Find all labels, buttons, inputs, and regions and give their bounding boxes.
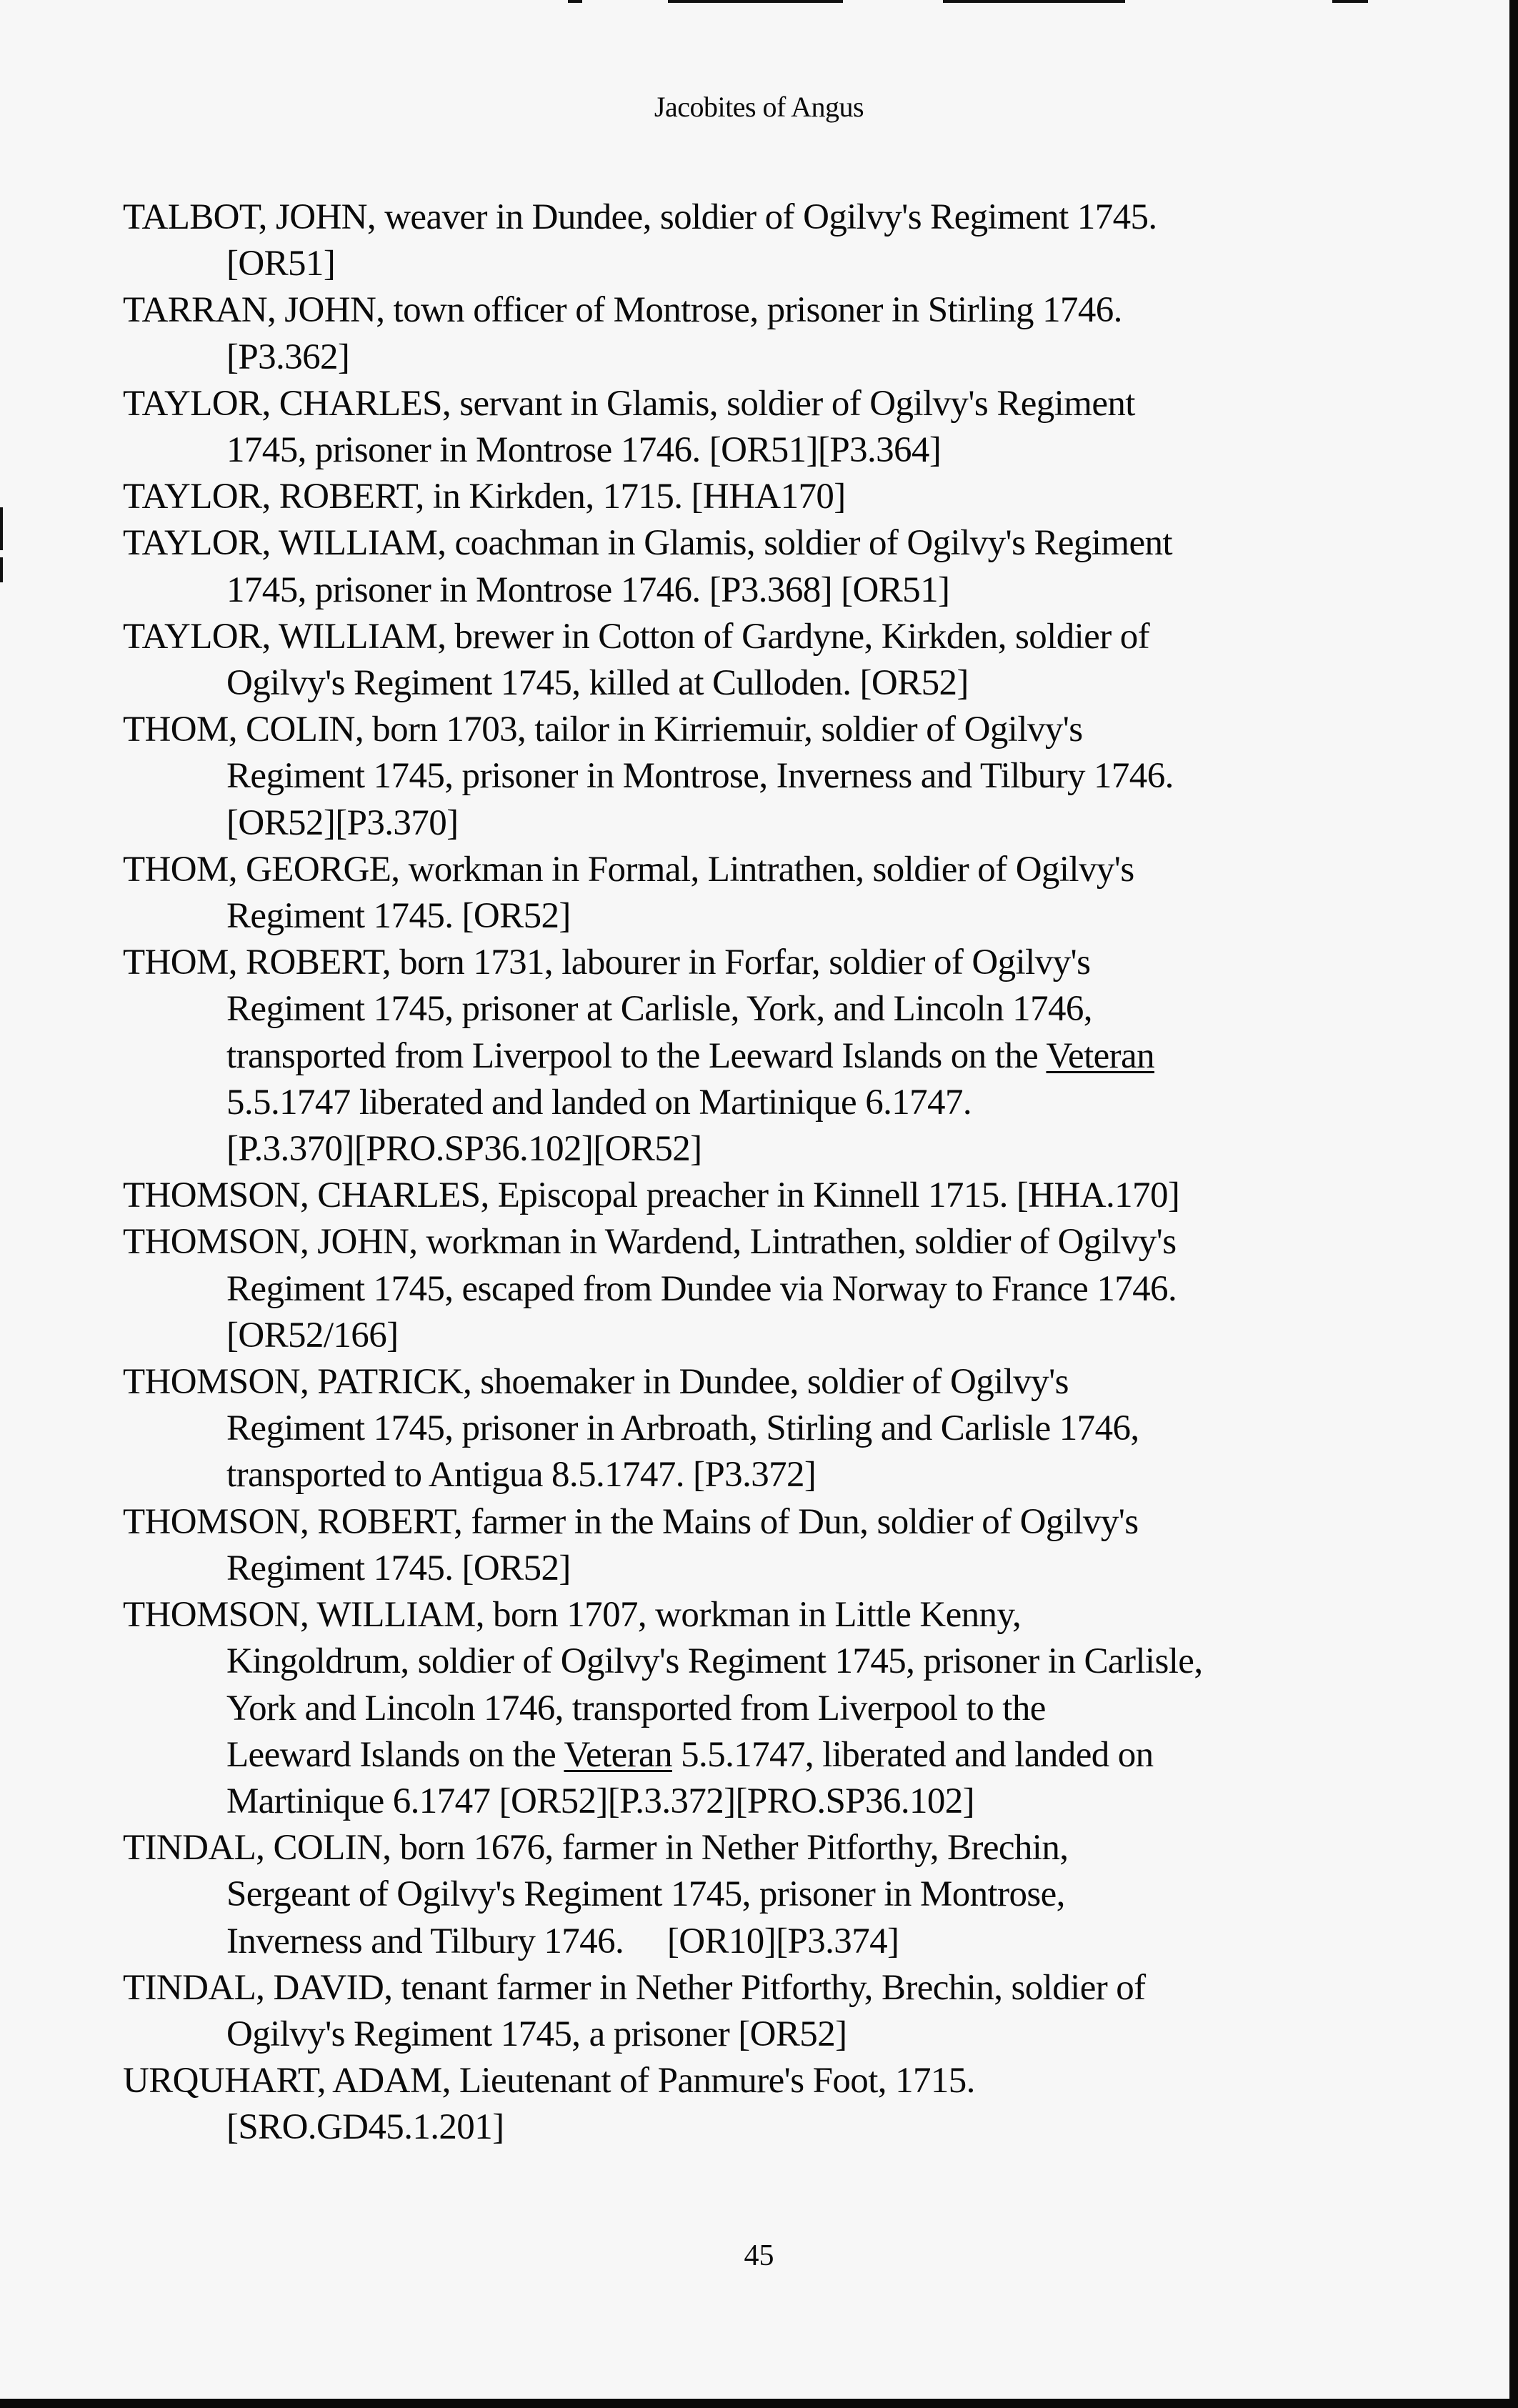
entry-line: Ogilvy's Regiment 1745, a prisoner [OR52] [226,2014,847,2054]
entry-text: transported from Liverpool to the Leeward Islands on the [226,1035,1047,1076]
entry-line: 1745, prisoner in Montrose 1746. [OR51][P3.364] [226,430,942,471]
page-number: 45 [744,2239,774,2272]
scan-border-right [1509,0,1518,2408]
entry [123,194,1466,287]
entry-list [123,194,1466,2151]
ship-name: Veteran [1046,1035,1154,1076]
entry [123,520,1466,613]
entry-line: THOMSON, JOHN, workman in Wardend, Lintrathen, soldier of Ogilvy's [123,1222,1177,1263]
entry-line: THOMSON, ROBERT, farmer in the Mains of Dun, soldier of Ogilvy's [123,1501,1139,1542]
entry-line: [OR52][P3.370] [226,802,459,843]
entry-line: York and Lincoln 1746, transported from Liverpool to the [226,1688,1046,1728]
entry-line: [P3.362] [226,337,350,377]
entry [123,1499,1466,1592]
entry [123,1825,1466,1965]
scan-edge-marks [0,0,1518,4]
entry-line: TINDAL, DAVID, tenant farmer in Nether Pitforthy, Brechin, soldier of [123,1967,1146,2008]
entry-line: Kingoldrum, soldier of Ogilvy's Regiment 1745, prisoner in Carlisle, [226,1641,1203,1682]
entry [123,940,1466,1173]
entry-line [226,1732,1466,1778]
entry-line: TAYLOR, CHARLES, servant in Glamis, soldier of Ogilvy's Regiment [123,383,1135,424]
entry-line: [P.3.370][PRO.SP36.102][OR52] [226,1129,702,1170]
entry-line: Inverness and Tilbury 1746. [OR10][P3.374] [226,1921,899,1961]
entry-line: THOM, GEORGE, workman in Formal, Lintrathen, soldier of Ogilvy's [123,849,1134,890]
entry-line: TAYLOR, ROBERT, in Kirkden, 1715. [HHA170] [123,477,846,517]
entry [123,381,1466,474]
entry-line: TAYLOR, WILLIAM, brewer in Cotton of Gardyne, Kirkden, soldier of [123,616,1150,657]
entry-line: 1745, prisoner in Montrose 1746. [P3.368] [OR51] [226,569,950,610]
entry-line: Regiment 1745, prisoner in Arbroath, Stirling and Carlisle 1746, [226,1408,1139,1449]
entry [123,847,1466,940]
entry-line: [SRO.GD45.1.201] [226,2107,504,2148]
entry-line: THOMSON, CHARLES, Episcopal preacher in Kinnell 1715. [HHA.170] [123,1175,1180,1216]
entry-line: Regiment 1745, prisoner in Montrose, Inverness and Tilbury 1746. [226,756,1174,797]
entry-line: THOM, ROBERT, born 1731, labourer in Forfar, soldier of Ogilvy's [123,942,1091,983]
entry-line: Martinique 6.1747 [OR52][P.3.372][PRO.SP36.102] [226,1781,975,1821]
entry-line: [OR51] [226,244,336,284]
entry [123,1219,1466,1359]
entry [123,2058,1466,2151]
entry [123,1965,1466,2058]
entry-line: TARRAN, JOHN, town officer of Montrose, prisoner in Stirling 1746. [123,290,1122,331]
entry-line: Sergeant of Ogilvy's Regiment 1745, prisoner in Montrose, [226,1874,1065,1915]
entry [123,1592,1466,1825]
entry [123,474,1466,520]
scan-edge-mark-left [0,507,3,550]
entry-line: TAYLOR, WILLIAM, coachman in Glamis, soldier of Ogilvy's Regiment [123,523,1172,564]
entry-text: Leeward Islands on the [226,1734,564,1775]
entry-line: TALBOT, JOHN, weaver in Dundee, soldier of Ogilvy's Regiment 1745. [123,197,1157,237]
entry-line: Regiment 1745. [OR52] [226,896,571,937]
entry [123,287,1466,380]
running-header: Jacobites of Angus [654,91,864,123]
entry-line: THOMSON, WILLIAM, born 1707, workman in Little Kenny, [123,1595,1022,1636]
entry-text: 5.5.1747, liberated and landed on [672,1734,1154,1775]
entry-line: TINDAL, COLIN, born 1676, farmer in Nether Pitforthy, Brechin, [123,1828,1069,1869]
entry-line: THOMSON, PATRICK, shoemaker in Dundee, soldier of Ogilvy's [123,1362,1069,1403]
entry-line: Regiment 1745. [OR52] [226,1548,571,1588]
entry-line: Ogilvy's Regiment 1745, killed at Culloden. [OR52] [226,663,969,704]
entry [123,614,1466,707]
ship-name: Veteran [564,1734,672,1775]
entry-line: [OR52/166] [226,1315,399,1355]
entry-line [226,1033,1466,1080]
scan-edge-mark-left [0,557,3,582]
entry [123,707,1466,847]
scan-border-bottom [0,2399,1518,2408]
entry-line: Regiment 1745, prisoner at Carlisle, York, and Lincoln 1746, [226,989,1092,1030]
entry-line: transported to Antigua 8.5.1747. [P3.372] [226,1455,817,1496]
entry [123,1173,1466,1219]
entry-line: 5.5.1747 liberated and landed on Martinique 6.1747. [226,1082,972,1123]
entry-line: THOM, COLIN, born 1703, tailor in Kirriemuir, soldier of Ogilvy's [123,710,1083,750]
entry [123,1359,1466,1499]
entry-line: URQUHART, ADAM, Lieutenant of Panmure's Foot, 1715. [123,2061,975,2101]
entry-line: Regiment 1745, escaped from Dundee via Norway to France 1746. [226,1268,1177,1309]
